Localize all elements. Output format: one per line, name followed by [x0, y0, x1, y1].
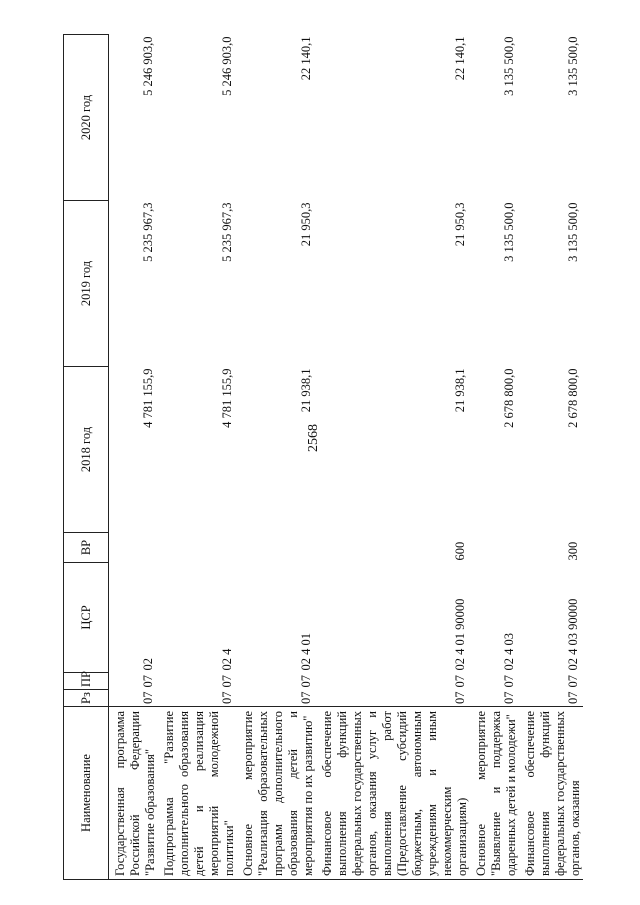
row-2020: 22 140,1 [453, 36, 467, 81]
table-row [109, 35, 159, 880]
row-rz: 07 [220, 691, 234, 704]
header-2020: 2020 год [64, 35, 109, 201]
header-2018: 2018 год [64, 367, 109, 533]
row-rz: 07 [566, 691, 580, 704]
row-csr: 02 4 01 [299, 633, 313, 671]
row-csr: 02 4 03 90000 [566, 598, 580, 671]
row-2018: 2 678 800,0 [502, 368, 516, 428]
row-vr: 300 [566, 541, 580, 561]
row-name: Подпрограмма "Развитие дополнительного образования детей и реализация мероприятий молодежной политики" [158, 707, 237, 880]
table-row [158, 35, 237, 880]
row-pr: 07 [220, 675, 234, 688]
row-2020: 5 246 903,0 [220, 36, 234, 96]
row-2020: 22 140,1 [299, 36, 313, 81]
row-name: Государственная программа Российской Федерации "Развитие образования" [109, 707, 159, 880]
row-name: Основное мероприятие "Реализация образовательных программ дополнительного образования детей и мероприятия по их развитию" [237, 707, 316, 880]
row-vr [237, 533, 316, 563]
row-rz: 07 [299, 691, 313, 704]
row-2020: 5 246 903,0 [141, 36, 155, 96]
row-vr [109, 533, 159, 563]
row-2019: 5 235 967,3 [141, 202, 155, 262]
header-name: Наименование [64, 707, 109, 880]
row-pr: 07 [566, 675, 580, 688]
table-row [470, 35, 519, 880]
row-rz: 07 [141, 691, 155, 704]
page-number: 2568 [306, 424, 321, 452]
table-row [519, 35, 583, 880]
table-row [237, 35, 316, 880]
row-2019: 21 950,3 [299, 202, 313, 247]
header-rz: Рз [64, 690, 109, 707]
row-pr: 07 [502, 675, 516, 688]
row-rz: 07 [453, 691, 467, 704]
row-2020: 3 135 500,0 [502, 36, 516, 96]
row-2018: 4 781 155,9 [220, 368, 234, 428]
row-pr: 07 [141, 675, 155, 688]
row-rz: 07 [502, 691, 516, 704]
row-2019: 3 135 500,0 [566, 202, 580, 262]
row-2018: 4 781 155,9 [141, 368, 155, 428]
rotated-page-content [63, 35, 583, 880]
row-name: Финансовое обеспечение выполнения функций федеральных государственных органов, оказания [519, 707, 583, 880]
row-csr: 02 [141, 658, 155, 671]
row-vr: 600 [453, 541, 467, 561]
row-csr: 02 4 01 90000 [453, 598, 467, 671]
table-header-row [64, 35, 109, 880]
row-2018: 21 938,1 [453, 368, 467, 413]
row-csr: 02 4 [220, 648, 234, 671]
header-pr: ПР [64, 673, 109, 690]
row-name: Основное мероприятие "Выявление и поддержка одаренных детей и молодежи" [470, 707, 519, 880]
header-2019: 2019 год [64, 201, 109, 367]
row-2019: 5 235 967,3 [220, 202, 234, 262]
header-csr: ЦСР [64, 563, 109, 673]
row-pr: 07 [299, 675, 313, 688]
row-2019: 21 950,3 [453, 202, 467, 247]
row-pr: 07 [453, 675, 467, 688]
budget-table [63, 34, 583, 880]
table-row [316, 35, 470, 880]
row-vr [470, 533, 519, 563]
row-2018: 2 678 800,0 [566, 368, 580, 428]
row-csr: 02 4 03 [502, 633, 516, 671]
row-vr [158, 533, 237, 563]
row-name: Финансовое обеспечение выполнения функций федеральных государственных органов, оказания услуг и выполнения работ (Предоставление субсидий бюджетным, автономным учреждениям и иным некоммерческим организациям) [316, 707, 470, 880]
row-2018: 21 938,1 [299, 368, 313, 413]
header-vr: ВР [64, 533, 109, 563]
row-2020: 3 135 500,0 [566, 36, 580, 96]
row-2019: 3 135 500,0 [502, 202, 516, 262]
